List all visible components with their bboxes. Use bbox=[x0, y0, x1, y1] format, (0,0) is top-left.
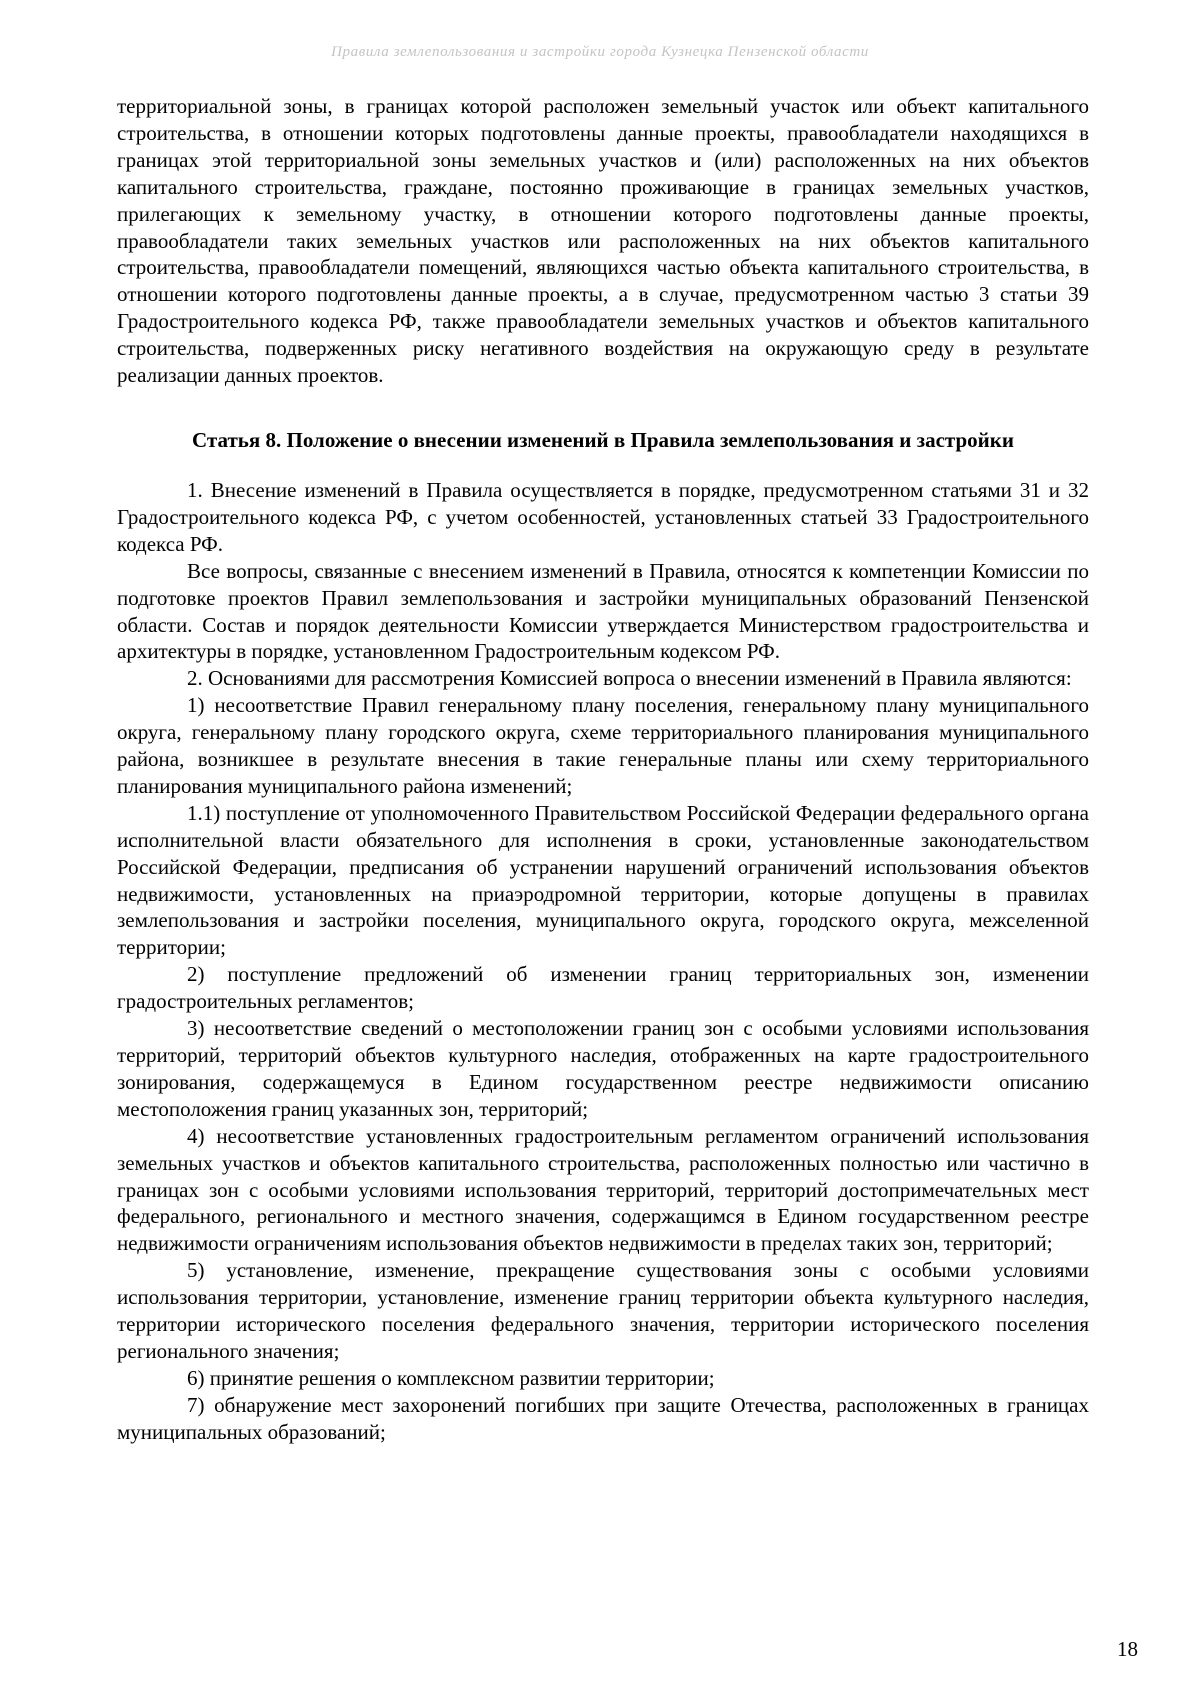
list-item-5: 5) установление, изменение, прекращение существования зоны с особыми условиями использования территории, установление, изменение границ территории объекта культурного наследия, территории исторического поселения федерального значения, территории исторического поселения регионального значения; bbox=[117, 1258, 1089, 1363]
list-item-7: 7) обнаружение мест захоронений погибших при защите Отечества, расположенных в границах муниципальных образований; bbox=[117, 1392, 1089, 1444]
article-heading: Статья 8. Положение о внесении изменений в Правила землепользования и застройки bbox=[192, 427, 1014, 452]
document-body bbox=[117, 93, 1089, 1446]
paragraph-3: 2. Основаниями для рассмотрения Комиссией вопроса о внесении изменений в Правила являются: bbox=[187, 666, 1072, 691]
list-item-6: 6) принятие решения о комплексном развитии территории; bbox=[187, 1365, 715, 1390]
paragraph-1: 1. Внесение изменений в Правила осуществляется в порядке, предусмотренном статьями 31 и 32 Градостроительного кодекса РФ, с учетом особенностей, установленных статьей 33 Градостроительного кодекса РФ. bbox=[117, 477, 1089, 556]
list-item-4: 4) несоответствие установленных градостроительным регламентом ограничений использования земельных участков и объектов капитального строительства, расположенных полностью или частично в границах зон с особыми условиями использования территорий, территорий достопримечательных мест федерального, регионального и местного значения, содержащимся в Едином государственном реестре недвижимости ограничениям использования объектов недвижимости в пределах таких зон, территорий; bbox=[117, 1123, 1089, 1256]
list-item-2: 2) поступление предложений об изменении границ территориальных зон, изменении градостроительных регламентов; bbox=[117, 962, 1089, 1014]
page-number: 18 bbox=[1117, 1637, 1138, 1661]
list-item-3: 3) несоответствие сведений о местоположении границ зон с особыми условиями использования территорий, территорий объектов культурного наследия, отображенных на карте градостроительного зонирования, содержащемуся в Едином государственном реестре недвижимости описанию местоположения границ указанных зон, территорий; bbox=[117, 1016, 1089, 1121]
intro-paragraph: территориальной зоны, в границах которой расположен земельный участок или объект капитального строительства, в отношении которых подготовлены данные проекты, правообладатели находящихся в границах этой территориальной зоны земельных участков и (или) расположенных на них объектов капитального строительства, граждане, постоянно проживающие в границах земельных участков, прилегающих к земельному участку, в отношении которого подготовлены данные проекты, правообладатели таких земельных участков или расположенных на них объектов капитального строительства, правообладатели помещений, являющихся частью объекта капитального строительства, в отношении которого подготовлены данные проекты, а в случае, предусмотренном частью 3 статьи 39 Градостроительного кодекса РФ, также правообладатели земельных участков и объектов капитального строительства, подверженных риску негативного воздействия на окружающую среду в результате реализации данных проектов. bbox=[117, 94, 1089, 388]
paragraph-2: Все вопросы, связанные с внесением изменений в Правила, относятся к компетенции Комиссии по подготовке проектов Правил землепользования и застройки муниципальных образований Пензенской области. Состав и порядок деятельности Комиссии утверждается Министерством градостроительства и архитектуры в порядке, установленном Градостроительным кодексом РФ. bbox=[117, 558, 1089, 664]
running-header: Правила землепользования и застройки города Кузнецка Пензенской области bbox=[331, 44, 869, 60]
list-item-1: 1) несоответствие Правил генеральному плану поселения, генеральному плану муниципального округа, генеральному плану городского округа, схеме территориального планирования муниципального района, возникшее в результате внесения в такие генеральные планы или схему территориального планирования муниципального района изменений; bbox=[117, 693, 1089, 798]
list-item-1-1: 1.1) поступление от уполномоченного Правительством Российской Федерации федерального органа исполнительной власти обязательного для исполнения в сроки, установленные законодательством Российской Федерации, предписания об устранении нарушений ограничений использования объектов недвижимости, установленных на приаэродромной территории, которые допущены в правилах землепользования и застройки поселения, муниципального округа, городского округа, межселенной территории; bbox=[117, 800, 1089, 960]
